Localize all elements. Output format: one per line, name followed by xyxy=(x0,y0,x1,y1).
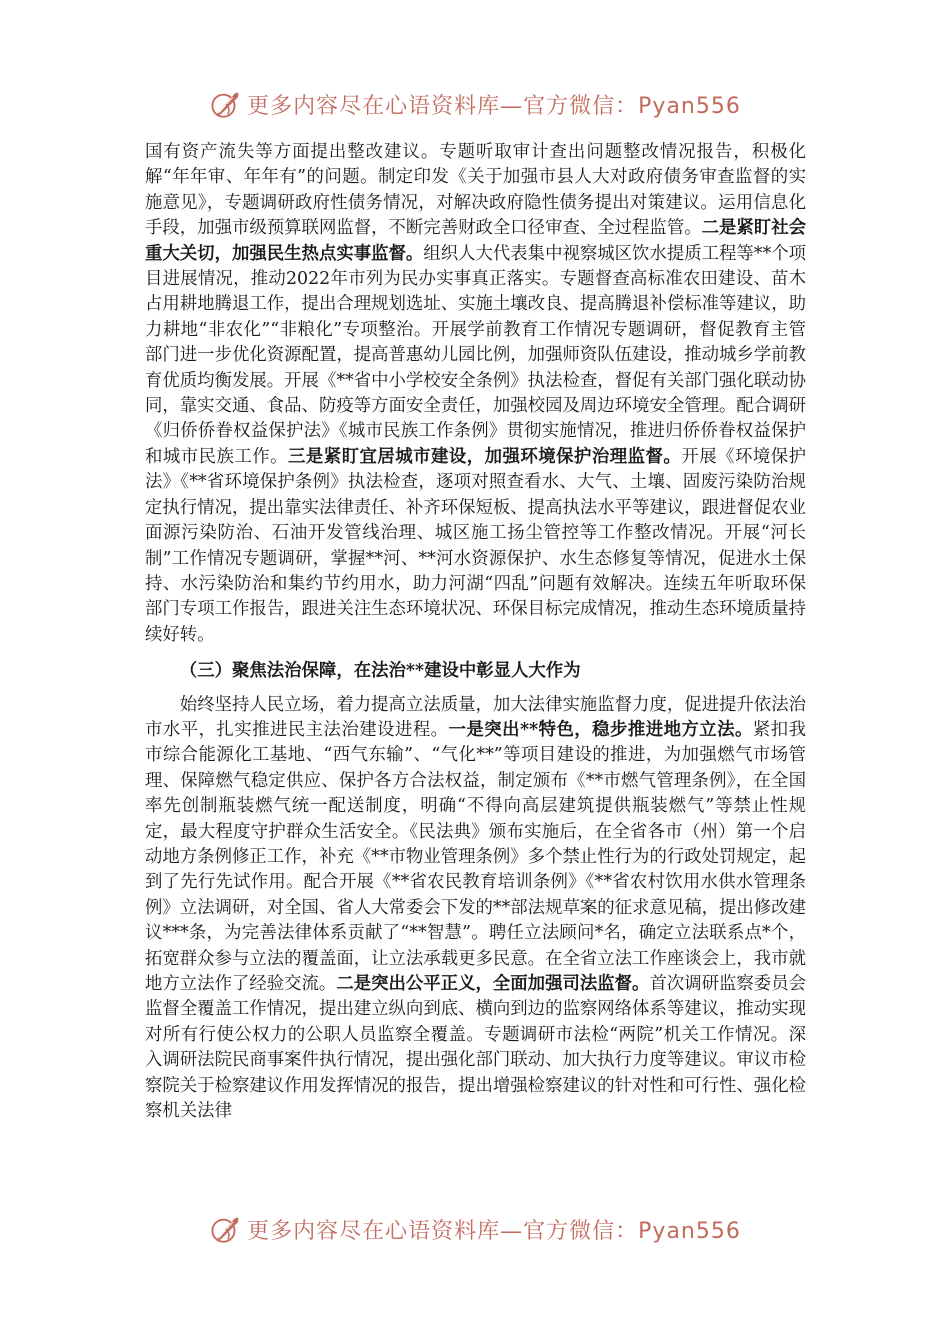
section-heading: （三）聚焦法治保障，在法治**建设中彰显人大作为 xyxy=(179,661,581,682)
paragraph-2 xyxy=(145,693,806,1125)
paragraph-text: 紧扣我市综合能源化工基地、“西气东输”、“气化**”等项目建设的推进，为加强燃气市场管理、保障燃气稳定供应、保护各方合法权益，制定颁布《**市燃气管理条例》，在全国率先创制瓶装燃气统一配送制度，明确“不得向高层建筑提供瓶装燃气”等禁止性规定，最大程度守护群众生活安全。《民法典》颁布实施后，在全省各市（州）第一个启动地方条例修正工作，补充《**市物业管理条例》多个禁止性行为的行政处罚规定，起到了先行先试作用。配合开展《**省农民教育培训条例》《**省农村饮用水供水管理条例》立法调研，对全国、省人大常委会下发的**部法规草案的征求意见稿，提出修改建议***条，为完善法律体系贡献了“**智慧”。聘任立法顾问*名，确定立法联系点*个，拓宽群众参与立法的覆盖面，让立法承载更多民意。在全省立法工作座谈会上，我市就地方立法作了经验交流。 xyxy=(145,719,806,994)
paragraph-text: 始终坚持人民立场，着力提高立法质量，加大法律实施监督力度，促进提升依法治市水平，扎实推进民主法治建设进程。 xyxy=(145,694,806,740)
paragraph-1 xyxy=(145,140,806,648)
paragraph-text: 开展《环境保护法》《**省环境保护条例》执法检查，逐项对照查看水、大气、土壤、固废污染防治规定执行情况，提出靠实法律责任、补齐环保短板、提高执法水平等建议，跟进督促农业面源污染防治、石油开发管线治理、城区施工扬尘管控等工作整改情况。开展“河长制”工作情况专题调研，掌握**河、**河水资源保护、水生态修复等情况，促进水土保持、水污染防治和集约节约用水，助力河湖“四乱”问题有效解决。连续五年听取环保部门专项工作报告，跟进关注生态环境状况、环保目标完成情况，推动生态环境质量持续好转。 xyxy=(145,446,806,645)
paragraph-text: 组织人大代表集中视察城区饮水提质工程等**个项目进展情况，推动2022年市列为民办实事真正落实。专题督查高标准农田建设、苗木占用耕地腾退工作，提出合理规划选址、实施土壤改良、提高腾退补偿标准等建议，助力耕地“非农化”“非粮化”专项整治。开展学前教育工作情况专题调研，督促教育主管部门进一步优化资源配置，提高普惠幼儿园比例，加强师资队伍建设，推动城乡学前教育优质均衡发展。开展《**省中小学校安全条例》执法检查，督促有关部门强化联动协同，靠实交通、食品、防疫等方面安全责任，加强校园及周边环境安全管理。配合调研《归侨侨眷权益保护法》《城市民族工作条例》贯彻实施情况，推进归侨侨眷权益保护和城市民族工作。 xyxy=(145,243,806,467)
header-banner xyxy=(0,84,950,124)
bold-lead-phrase: 二是突出公平正义，全面加强司法监督。 xyxy=(336,974,650,994)
banner-text: 更多内容尽在心语资料库—官方微信：Pyan556 xyxy=(247,93,741,119)
banner-text: 更多内容尽在心语资料库—官方微信：Pyan556 xyxy=(247,1218,741,1244)
bold-lead-phrase: 一是突出**特色，稳步推进地方立法。 xyxy=(448,719,753,740)
footer-banner xyxy=(0,1209,950,1249)
feather-pen-logo-icon xyxy=(209,1212,243,1246)
paragraph-text: 国有资产流失等方面提出整改建议。专题听取审计查出问题整改情况报告，积极化解“年年审、年年有”的问题。制定印发《关于加强市县人大对政府债务审查监督的实施意见》，专题调研政府性债务情况，对解决政府隐性债务提出对策建议。运用信息化手段，加强市级预算联网监督，不断完善财政全口径审查、全过程监管。 xyxy=(145,142,806,239)
paragraph-text: 首次调研监察委员会监督全覆盖工作情况，提出建立纵向到底、横向到边的监察网络体系等建议，推动实现对所有行使公权力的公职人员监察全覆盖。专题调研市法检“两院”机关工作情况。深入调研法院民商事案件执行情况，提出强化部门联动、加大执行力度等建议。审议市检察院关于检察建议作用发挥情况的报告，提出增强检察建议的针对性和可行性、强化检察机关法律 xyxy=(145,974,806,1122)
document-body xyxy=(145,140,806,1124)
bold-lead-phrase: 二是紧盯社会重大关切，加强民生热点实事监督。 xyxy=(145,218,806,264)
bold-lead-phrase: 三是紧盯宜居城市建设，加强环境保护治理监督。 xyxy=(288,446,682,467)
feather-pen-logo-icon xyxy=(209,87,243,121)
